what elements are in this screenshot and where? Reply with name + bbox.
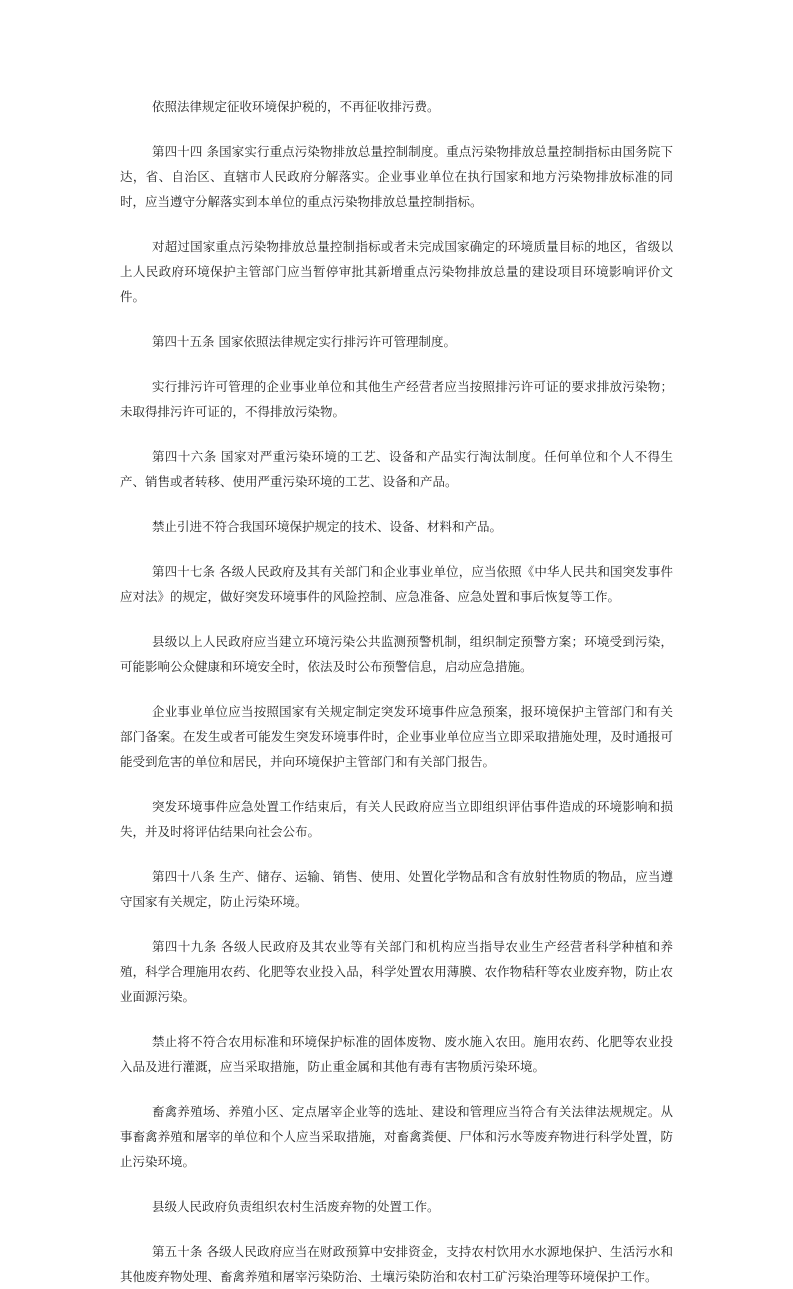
paragraph-article-49-livestock: 畜禽养殖场、养殖小区、定点屠宰企业等的选址、建设和管理应当符合有关法律法规规定。从事畜禽养殖和屠宰的单位和个人应当采取措施，对畜禽粪便、尸体和污水等废弃物进行科学处置，防止污染环境。 [120,1104,673,1169]
paragraph-article-46-import-ban: 禁止引进不符合我国环境保护规定的技术、设备、材料和产品。 [152,519,503,534]
paragraph-article-44-suspension: 对超过国家重点污染物排放总量控制指标或者未完成国家确定的环境质量目标的地区，省级以上人民政府环境保护主管部门应当暂停审批其新增重点污染物排放总量的建设项目环境影响评价文件。 [120,239,673,304]
paragraph-article-49-farmland: 禁止将不符合农用标准和环境保护标准的固体废物、废水施入农田。施用农药、化肥等农业投入品及进行灌溉，应当采取措施，防止重金属和其他有毒有害物质污染环境。 [120,1034,673,1074]
paragraph-article-47-emergency-plan: 企业事业单位应当按照国家有关规定制定突发环境事件应急预案，报环境保护主管部门和有关部门备案。在发生或者可能发生突发环境事件时，企业事业单位应当立即采取措施处理，及时通报可能受到危害的单位和居民，并向环境保护主管部门和有关部门报告。 [120,704,673,769]
paragraph-article-47: 第四十七条 各级人民政府及其有关部门和企业事业单位，应当依照《中华人民共和国突发事件应对法》的规定，做好突发环境事件的风险控制、应急准备、应急处置和事后恢复等工作。 [120,564,673,604]
paragraph-article-44: 第四十四 条国家实行重点污染物排放总量控制制度。重点污染物排放总量控制指标由国务院下达，省、自治区、直辖市人民政府分解落实。企业事业单位在执行国家和地方污染物排放标准的同时，应当遵守分解落实到本单位的重点污染物排放总量控制指标。 [120,144,673,209]
paragraph-article-47-warning: 县级以上人民政府应当建立环境污染公共监测预警机制，组织制定预警方案；环境受到污染，可能影响公众健康和环境安全时，依法及时公布预警信息，启动应急措施。 [120,634,673,674]
paragraph-article-47-assessment: 突发环境事件应急处置工作结束后，有关人民政府应当立即组织评估事件造成的环境影响和损失，并及时将评估结果向社会公布。 [120,799,673,839]
paragraph-article-50: 第五十条 各级人民政府应当在财政预算中安排资金，支持农村饮用水水源地保护、生活污水和其他废弃物处理、畜禽养殖和屠宰污染防治、土壤污染防治和农村工矿污染治理等环境保护工作。 [120,1244,673,1284]
paragraph-article-46: 第四十六条 国家对严重污染环境的工艺、设备和产品实行淘汰制度。任何单位和个人不得生产、销售或者转移、使用严重污染环境的工艺、设备和产品。 [120,449,673,489]
paragraph-tax-no-fee: 依照法律规定征收环境保护税的，不再征收排污费。 [152,99,440,114]
paragraph-article-49: 第四十九条 各级人民政府及其农业等有关部门和机构应当指导农业生产经营者科学种植和养殖，科学合理施用农药、化肥等农业投入品，科学处置农用薄膜、农作物秸秆等农业废弃物，防止农业面源污染。 [120,939,673,1004]
paragraph-article-49-rural-waste: 县级人民政府负责组织农村生活废弃物的处置工作。 [152,1199,440,1214]
paragraph-article-45: 第四十五条 国家依照法律规定实行排污许可管理制度。 [152,334,456,349]
paragraph-article-45-permit: 实行排污许可管理的企业事业单位和其他生产经营者应当按照排污许可证的要求排放污染物；未取得排污许可证的，不得排放污染物。 [120,379,673,419]
paragraph-article-48: 第四十八条 生产、储存、运输、销售、使用、处置化学物品和含有放射性物质的物品，应当遵守国家有关规定，防止污染环境。 [120,869,673,909]
